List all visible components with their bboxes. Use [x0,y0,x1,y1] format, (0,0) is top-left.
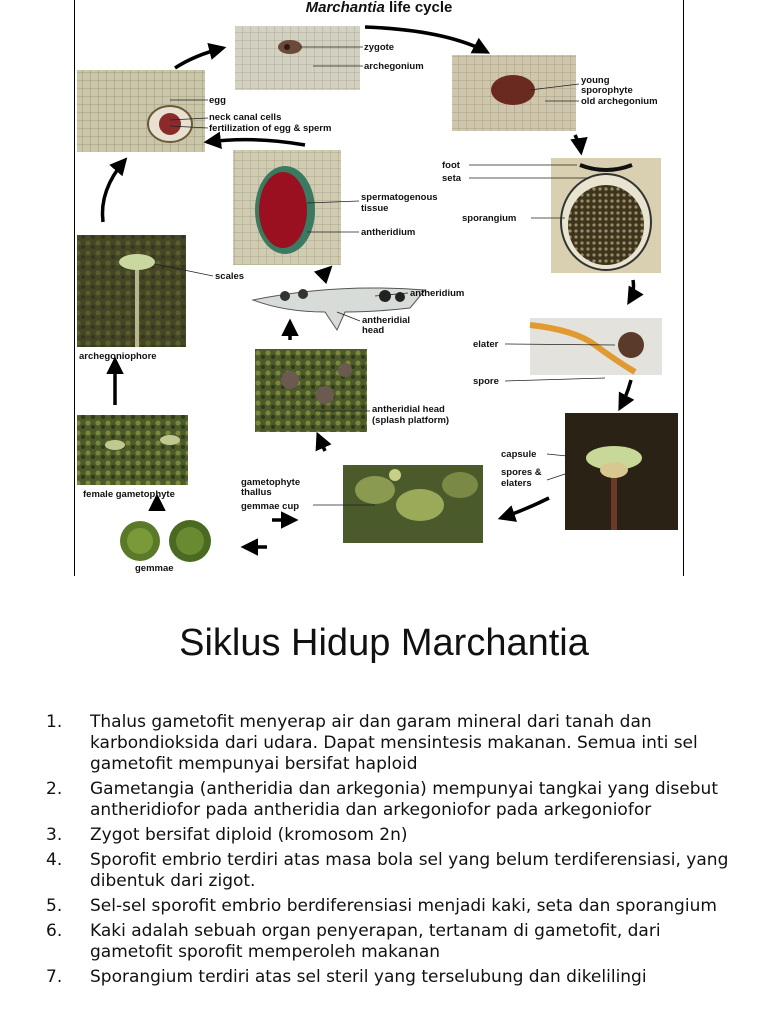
label-archegonium: archegonium [364,61,424,72]
label-seta: seta [442,173,462,184]
step-number: 4. [46,850,63,870]
label-old-archegonium: old archegonium [581,96,658,107]
label-female-gametophyte: female gametophyte [83,489,175,500]
step-number: 2. [46,779,63,799]
list-item [46,967,746,988]
list-item [46,896,746,917]
female-gametophyte-photo [77,415,188,485]
step-number: 6. [46,921,63,941]
elater-spore-micrograph [530,318,662,375]
young-sporophyte-micrograph [452,55,576,131]
slide-title: Siklus Hidup Marchantia [179,622,589,664]
label-spore: spore [473,376,499,387]
label-splash-platform: (splash platform) [372,415,450,426]
label-zygote: zygote [364,42,395,53]
label-egg: egg [209,95,226,106]
life-cycle-figure [74,0,684,576]
label-antheridial-head-splash: antheridial head [372,404,445,415]
zygote-micrograph [235,26,360,90]
label-elater: elater [473,339,499,350]
list-item [46,921,746,963]
step-number: 7. [46,967,63,987]
step-text: Thalus gametofit menyerap air dan garam mineral dari tanah dan karbondioksida dari udara. Dapat mensintesis makanan. Semua inti sel gametofit mempunyai bersifat haploid [90,712,698,774]
step-text: Sporangium terdiri atas sel steril yang terselubung dan dikelilingi [90,967,647,987]
step-number: 3. [46,825,63,845]
label-young-sporophyte-2: sporophyte [581,85,633,96]
label-antheridium-mid: antheridium [410,288,465,299]
label-spermatogenous: spermatogenous [361,192,438,203]
label-neck-canal-cells: neck canal cells [209,112,282,123]
label-archegoniophore: archegoniophore [79,351,157,362]
label-foot: foot [442,160,460,171]
archegoniophore-photo [77,235,186,347]
figure-title: Marchantia life cycle [305,0,453,16]
label-spermatogenous-2: tissue [361,203,389,214]
label-gametophyte-thallus: gametophyte [241,477,301,488]
list-item [46,779,746,821]
label-gemmae-cup: gemmae cup [241,501,300,512]
label-antheridium-top: antheridium [361,227,416,238]
label-spores-elaters-2: elaters [501,478,532,489]
step-text: Sporofit embrio terdiri atas masa bola sel yang belum terdiferensiasi, yang dibentuk dari zigot. [90,850,729,891]
label-sporangium: sporangium [462,213,517,224]
sporangium-micrograph [551,158,661,273]
label-scales: scales [215,271,245,282]
gemmae-photo [120,520,211,562]
list-item [46,825,746,846]
life-cycle-diagram [75,0,683,576]
step-text: Zygot bersifat diploid (kromosom 2n) [90,825,408,845]
egg-micrograph [77,70,205,152]
step-number: 1. [46,712,63,732]
label-young-sporophyte: young [581,75,610,86]
steps-list [46,712,746,992]
label-antheridial-head: antheridial [362,315,411,326]
step-text: Gametangia (antheridia dan arkegonia) mempunyai tangkai yang disebut antheridiofor pada antheridia dan arkegoniofor pada arkegoniofor [90,779,718,820]
label-spores-elaters: spores & [501,467,542,478]
label-gemmae: gemmae [135,563,174,574]
capsule-photo [565,413,678,530]
label-gametophyte-thallus-2: thallus [241,487,272,498]
antheridial-head-photo [255,349,367,432]
step-text: Sel-sel sporofit embrio berdiferensiasi menjadi kaki, seta dan sporangium [90,896,717,916]
list-item [46,712,746,775]
label-fertilization: fertilization of egg & sperm [209,123,332,134]
antheridium-micrograph [233,150,341,265]
label-capsule: capsule [501,449,537,460]
label-antheridial-head-2: head [362,325,385,336]
list-item [46,850,746,892]
step-text: Kaki adalah sebuah organ penyerapan, tertanam di gametofit, dari gametofit sporofit memperoleh makanan [90,921,661,962]
step-number: 5. [46,896,63,916]
gametophyte-thallus-photo [343,465,483,543]
